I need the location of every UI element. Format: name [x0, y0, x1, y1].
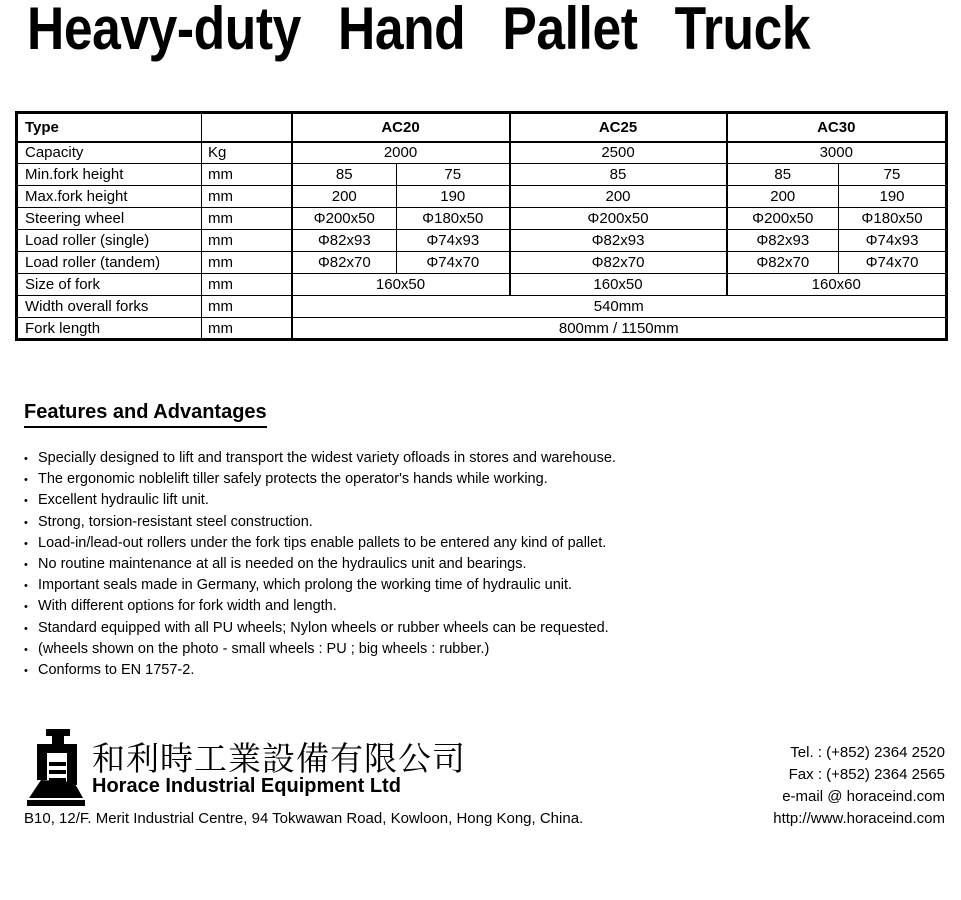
spec-row-size-of-fork [17, 274, 947, 296]
company-address: B10, 12/F. Merit Industrial Centre, 94 Tokwawan Road, Kowloon, Hong Kong, China. [24, 810, 584, 827]
row-unit [202, 113, 292, 142]
spec-cell: 160x50 [292, 274, 510, 296]
list-item [24, 514, 944, 535]
bullet-icon: • [24, 474, 28, 487]
spec-cell: Φ74x70 [839, 252, 947, 274]
row-label: Size of fork [17, 274, 202, 296]
list-item [24, 471, 944, 492]
features-heading: Features and Advantages [24, 401, 267, 428]
spec-cell: Φ82x93 [510, 230, 727, 252]
row-label: Steering wheel [17, 208, 202, 230]
row-unit: mm [202, 274, 292, 296]
spec-cell: 75 [839, 164, 947, 186]
spec-cell: 200 [727, 186, 839, 208]
spec-row-steering-wheel [17, 208, 947, 230]
spec-cell: 85 [510, 164, 727, 186]
pallet-truck-logo-icon [27, 729, 85, 806]
spec-cell: 160x60 [727, 274, 947, 296]
spec-cell: Φ200x50 [727, 208, 839, 230]
model-header-ac25: AC25 [510, 113, 727, 142]
list-item [24, 662, 944, 683]
spec-cell: 85 [727, 164, 839, 186]
bullet-icon: • [24, 495, 28, 508]
spec-row-min-fork-height [17, 164, 947, 186]
feature-text: Standard equipped with all PU wheels; Nylon wheels or rubber wheels can be requested. [38, 619, 609, 636]
spec-row-max-fork-height [17, 186, 947, 208]
spec-cell: 75 [397, 164, 510, 186]
spec-cell: Φ74x93 [397, 230, 510, 252]
list-item [24, 450, 944, 471]
spec-cell: Φ200x50 [292, 208, 397, 230]
bullet-icon: • [24, 622, 28, 635]
list-item [24, 598, 944, 619]
spec-cell: 200 [292, 186, 397, 208]
row-unit: mm [202, 164, 292, 186]
tel-line: Tel. : (+852) 2364 2520 [790, 744, 945, 761]
row-unit: Kg [202, 142, 292, 164]
spec-cell: 200 [510, 186, 727, 208]
spec-cell: Φ82x93 [727, 230, 839, 252]
feature-text: Specially designed to lift and transport the widest variety ofloads in stores and warehouse. [38, 450, 616, 466]
email-line: e-mail @ horaceind.com [782, 788, 945, 805]
list-item [24, 620, 944, 641]
spec-cell: 800mm / 1150mm [292, 318, 947, 340]
feature-text: Important seals made in Germany, which prolong the working time of hydraulic unit. [38, 577, 573, 594]
spec-cell: Φ82x70 [510, 252, 727, 274]
feature-text: (wheels shown on the photo - small wheels : PU ; big wheels : rubber.) [38, 640, 490, 657]
spec-row-type [17, 113, 947, 142]
spec-cell: Φ200x50 [510, 208, 727, 230]
features-list [24, 450, 944, 683]
bullet-icon: • [24, 537, 28, 550]
spec-cell: Φ180x50 [839, 208, 947, 230]
spec-table [15, 111, 948, 341]
spec-cell: 3000 [727, 142, 947, 164]
row-label: Min.fork height [17, 164, 202, 186]
spec-cell: Φ180x50 [397, 208, 510, 230]
list-item [24, 577, 944, 598]
fax-line: Fax : (+852) 2364 2565 [788, 766, 945, 783]
row-unit: mm [202, 230, 292, 252]
spec-cell: Φ82x93 [292, 230, 397, 252]
spec-cell: 2000 [292, 142, 510, 164]
row-label: Load roller (single) [17, 230, 202, 252]
spec-cell: 2500 [510, 142, 727, 164]
spec-cell: 85 [292, 164, 397, 186]
feature-text: The ergonomic noblelift tiller safely protects the operator's hands while working. [38, 471, 548, 488]
spec-cell: 190 [397, 186, 510, 208]
spec-cell: Φ74x93 [839, 230, 947, 252]
bullet-icon: • [24, 453, 28, 465]
spec-cell: Φ74x70 [397, 252, 510, 274]
spec-row-fork-length [17, 318, 947, 340]
row-label: Type [17, 113, 202, 142]
bullet-icon: • [24, 643, 28, 656]
model-header-ac20: AC20 [292, 113, 510, 142]
list-item [24, 556, 944, 577]
feature-text: Excellent hydraulic lift unit. [38, 492, 209, 509]
row-label: Fork length [17, 318, 202, 340]
contact-block [773, 742, 945, 830]
row-unit: mm [202, 208, 292, 230]
spec-cell: Φ82x70 [292, 252, 397, 274]
list-item [24, 641, 944, 662]
row-unit: mm [202, 252, 292, 274]
bullet-icon: • [24, 558, 28, 571]
bullet-icon: • [24, 601, 28, 614]
spec-row-capacity [17, 142, 947, 164]
feature-text: Load-in/lead-out rollers under the fork tips enable pallets to be entered any kind of pallet. [38, 534, 607, 551]
company-name-chinese: 和利時工業設備有限公司 [92, 740, 466, 777]
feature-text: No routine maintenance at all is needed on the hydraulics unit and bearings. [38, 555, 527, 572]
list-item [24, 535, 944, 556]
row-unit: mm [202, 318, 292, 340]
list-item [24, 492, 944, 513]
website-line: http://www.horaceind.com [773, 810, 945, 827]
spec-cell: Φ82x70 [727, 252, 839, 274]
spec-cell: 540mm [292, 296, 947, 318]
row-label: Load roller (tandem) [17, 252, 202, 274]
page-title: Heavy-duty Hand Pallet Truck [27, 0, 811, 62]
feature-text: Strong, torsion-resistant steel construction. [38, 513, 313, 530]
bullet-icon: • [24, 516, 28, 529]
spec-row-load-roller-single [17, 230, 947, 252]
model-header-ac30: AC30 [727, 113, 947, 142]
bullet-icon: • [24, 580, 28, 593]
bullet-icon: • [24, 664, 28, 677]
feature-text: Conforms to EN 1757-2. [38, 661, 195, 678]
spec-cell: 190 [839, 186, 947, 208]
row-label: Width overall forks [17, 296, 202, 318]
company-name-english: Horace Industrial Equipment Ltd [92, 775, 401, 797]
row-label: Max.fork height [17, 186, 202, 208]
row-unit: mm [202, 186, 292, 208]
row-label: Capacity [17, 142, 202, 164]
spec-row-width-overall-forks [17, 296, 947, 318]
spec-cell: 160x50 [510, 274, 727, 296]
row-unit: mm [202, 296, 292, 318]
spec-row-load-roller-tandem [17, 252, 947, 274]
feature-text: With different options for fork width and length. [38, 598, 337, 615]
